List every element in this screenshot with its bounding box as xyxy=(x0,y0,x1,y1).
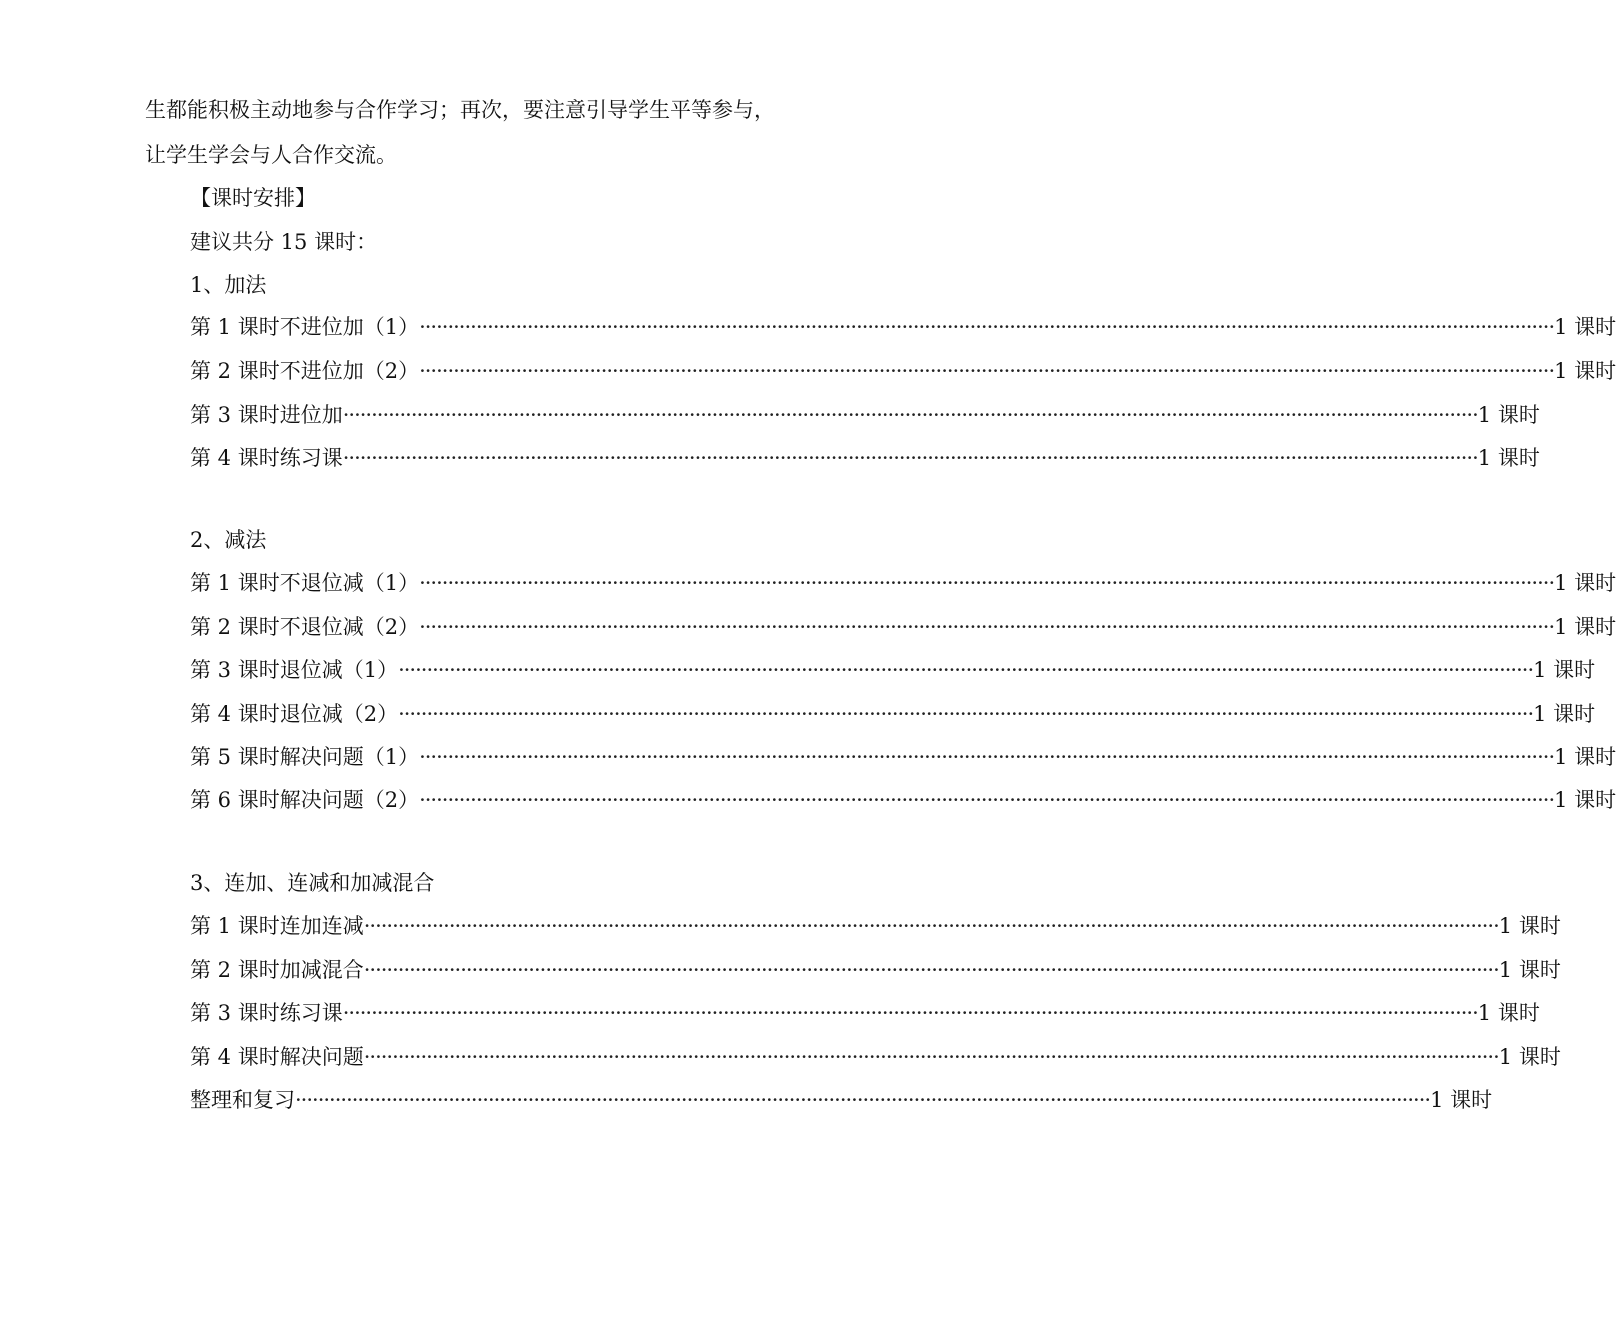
lesson-hours: 1 课时 xyxy=(1533,658,1596,682)
schedule-row xyxy=(190,612,1616,642)
section-title-subtraction: 2、减法 xyxy=(190,528,267,552)
leader-dots: ········································································································································································································ xyxy=(295,1088,1431,1112)
lesson-hours: 1 课时 xyxy=(1554,745,1616,769)
leader-dots: ········································································································································································································ xyxy=(363,1045,1499,1069)
lesson-label: 第 1 课时不进位加（1） xyxy=(190,315,420,339)
schedule-row xyxy=(190,400,1540,430)
lesson-hours: 1 课时 xyxy=(1498,958,1561,982)
lesson-label: 第 4 课时退位减（2） xyxy=(190,702,399,726)
leader-dots: ········································································································································································································ xyxy=(342,1001,1478,1025)
lesson-hours: 1 课时 xyxy=(1498,1045,1561,1069)
lesson-hours: 1 课时 xyxy=(1554,315,1616,339)
leader-dots: ········································································································································································································ xyxy=(363,914,1499,938)
lesson-label: 第 5 课时解决问题（1） xyxy=(190,745,420,769)
lesson-label: 第 1 课时连加连减 xyxy=(190,914,364,938)
leader-dots: ········································································································································································································ xyxy=(398,702,1534,726)
lesson-hours: 1 课时 xyxy=(1533,702,1596,726)
lesson-label: 第 2 课时不进位加（2） xyxy=(190,359,420,383)
lesson-hours: 1 课时 xyxy=(1477,446,1540,470)
leader-dots: ········································································································································································································ xyxy=(419,315,1555,339)
lesson-label: 第 3 课时进位加 xyxy=(190,403,343,427)
schedule-row xyxy=(190,699,1596,729)
intro-text: 建议共分 15 课时： xyxy=(190,230,378,254)
schedule-row xyxy=(190,1085,1493,1115)
leader-dots: ········································································································································································································ xyxy=(342,446,1478,470)
schedule-row xyxy=(190,998,1540,1028)
lesson-hours: 1 课时 xyxy=(1477,1001,1540,1025)
leader-dots: ········································································································································································································ xyxy=(419,571,1555,595)
paragraph-line-1: 生都能积极主动地参与合作学习；再次，要注意引导学生平等参与， xyxy=(145,98,775,122)
lesson-label: 第 4 课时练习课 xyxy=(190,446,343,470)
leader-dots: ········································································································································································································ xyxy=(398,658,1534,682)
schedule-row xyxy=(190,655,1596,685)
lesson-label: 第 2 课时不退位减（2） xyxy=(190,615,420,639)
lesson-label: 第 3 课时退位减（1） xyxy=(190,658,399,682)
lesson-hours: 1 课时 xyxy=(1554,571,1616,595)
lesson-hours: 1 课时 xyxy=(1554,359,1616,383)
schedule-row xyxy=(190,356,1616,386)
lesson-label: 第 1 课时不退位减（1） xyxy=(190,571,420,595)
section-title-mixed: 3、连加、连减和加减混合 xyxy=(190,871,435,895)
lesson-hours: 1 课时 xyxy=(1498,914,1561,938)
lesson-hours: 1 课时 xyxy=(1430,1088,1493,1112)
lesson-label: 第 6 课时解决问题（2） xyxy=(190,788,420,812)
leader-dots: ········································································································································································································ xyxy=(363,958,1499,982)
leader-dots: ········································································································································································································ xyxy=(419,359,1555,383)
schedule-row xyxy=(190,955,1561,985)
leader-dots: ········································································································································································································ xyxy=(419,745,1555,769)
lesson-hours: 1 课时 xyxy=(1477,403,1540,427)
section-heading: 【课时安排】 xyxy=(190,186,316,210)
leader-dots: ········································································································································································································ xyxy=(342,403,1478,427)
schedule-row xyxy=(190,742,1616,772)
lesson-label: 第 3 课时练习课 xyxy=(190,1001,343,1025)
lesson-label: 第 4 课时解决问题 xyxy=(190,1045,364,1069)
schedule-row xyxy=(190,312,1616,342)
paragraph-line-2: 让学生学会与人合作交流。 xyxy=(145,143,397,167)
section-title-addition: 1、加法 xyxy=(190,273,267,297)
leader-dots: ········································································································································································································ xyxy=(419,788,1555,812)
lesson-hours: 1 课时 xyxy=(1554,615,1616,639)
schedule-row xyxy=(190,568,1616,598)
schedule-row xyxy=(190,443,1540,473)
schedule-row xyxy=(190,911,1561,941)
lesson-label: 整理和复习 xyxy=(190,1088,295,1112)
schedule-row xyxy=(190,1042,1561,1072)
lesson-label: 第 2 课时加减混合 xyxy=(190,958,364,982)
leader-dots: ········································································································································································································ xyxy=(419,615,1555,639)
schedule-row xyxy=(190,785,1616,815)
lesson-hours: 1 课时 xyxy=(1554,788,1616,812)
